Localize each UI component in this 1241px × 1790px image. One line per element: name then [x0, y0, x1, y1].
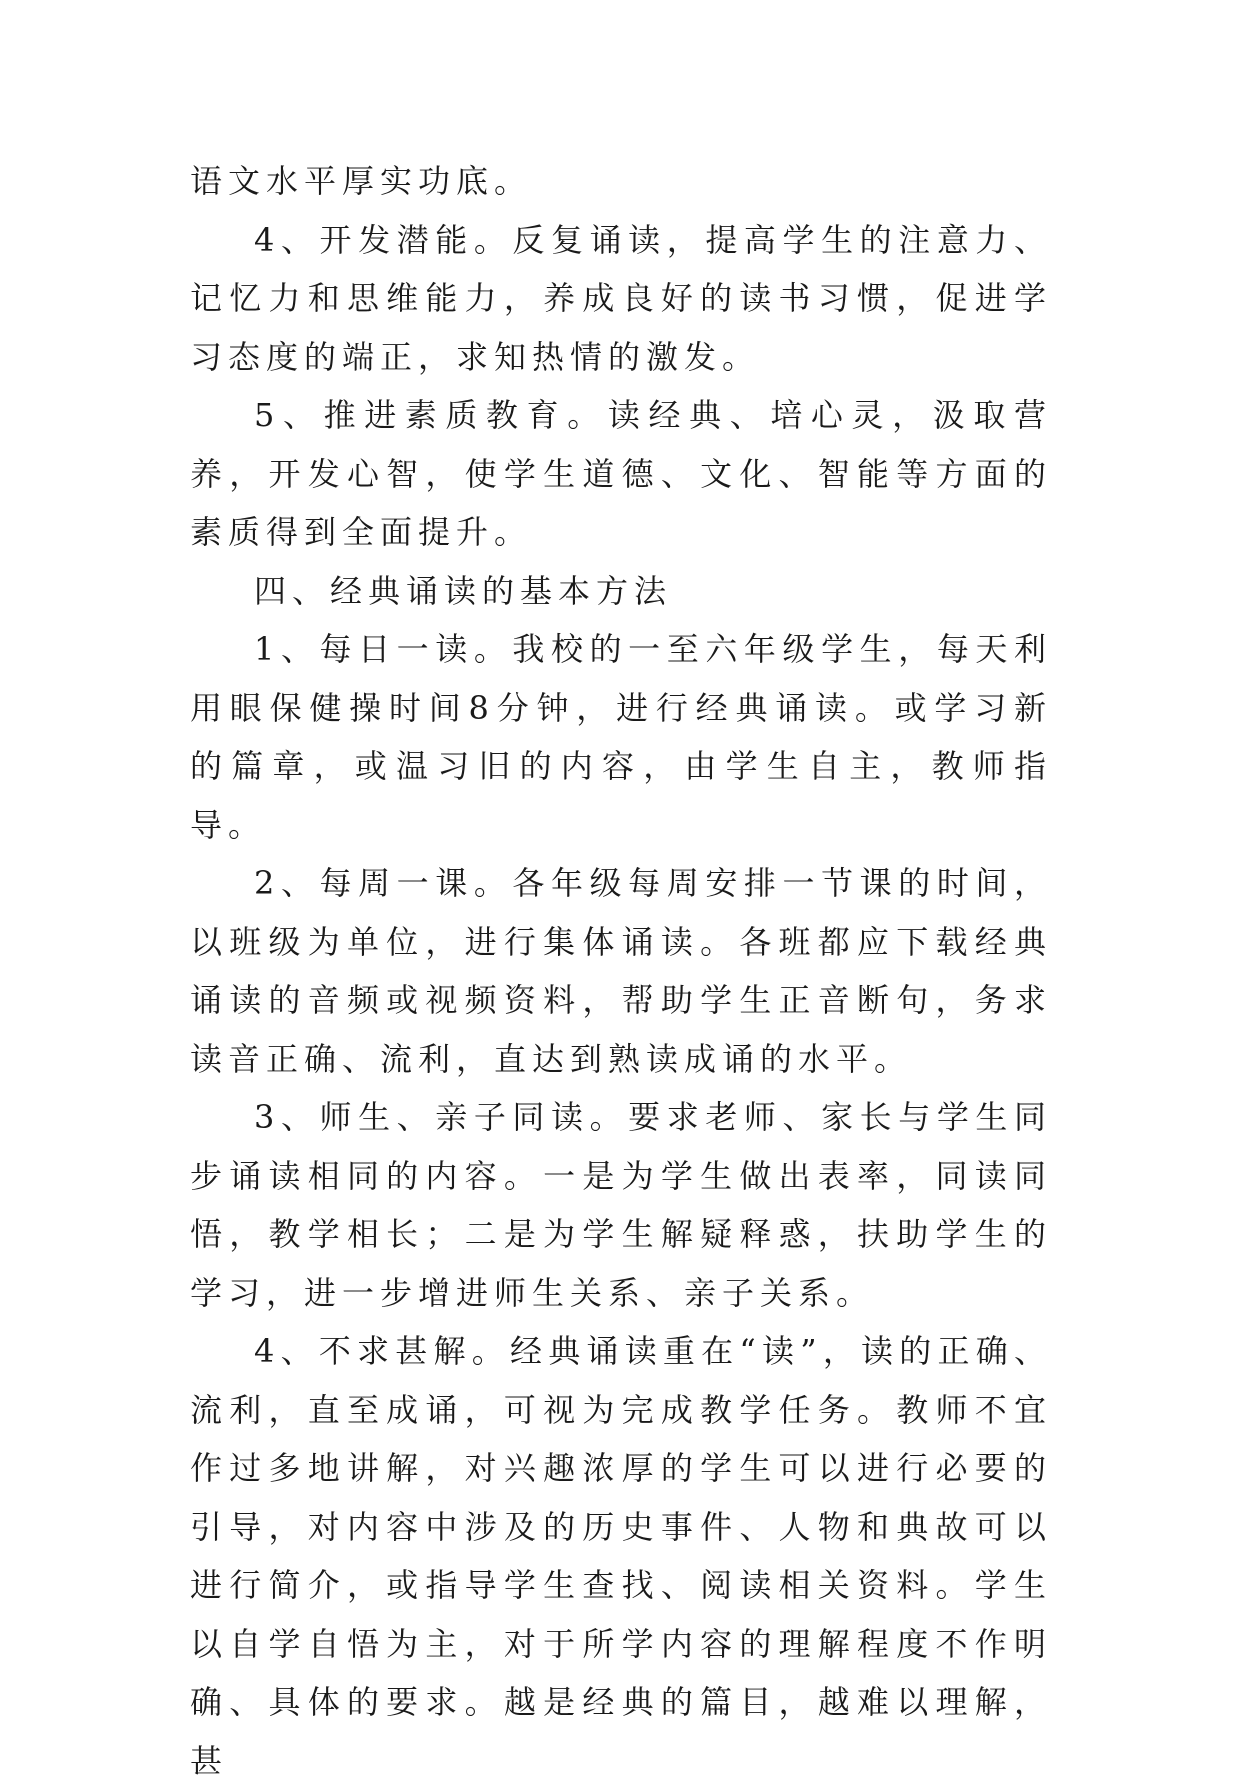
paragraph-no-deep-explanation: 4、不求甚解。经典诵读重在“读”，读的正确、流利，直至成诵，可视为完成教学任务。教师不宜作过多地讲解，对兴趣浓厚的学生可以进行必要的引导，对内容中涉及的历史事件、人物和典故可以进行简介，或指导学生查找、阅读相关资料。学生以自学自悟为主，对于所学内容的理解程度不作明确、具体的要求。越是经典的篇目，越难以理解，甚	[190, 1332, 1052, 1780]
paragraph-develop-potential: 4、开发潜能。反复诵读，提高学生的注意力、记忆力和思维能力，养成良好的读书习惯，促进学习态度的端正，求知热情的激发。	[190, 220, 1052, 376]
paragraph-weekly-lesson: 2、每周一课。各年级每周安排一节课的时间，以班级为单位，进行集体诵读。各班都应下载经典诵读的音频或视频资料，帮助学生正音断句，务求读音正确、流利，直达到熟读成诵的水平。	[190, 864, 1052, 1078]
document-body	[190, 152, 1052, 1790]
paragraph-quality-education: 5、推进素质教育。读经典、培心灵，汲取营养，开发心智，使学生道德、文化、智能等方面的素质得到全面提升。	[190, 396, 1052, 551]
section-heading-basic-methods: 四、经典诵读的基本方法	[254, 571, 673, 610]
paragraph-shared-reading: 3、师生、亲子同读。要求老师、家长与学生同步诵读相同的内容。一是为学生做出表率，同读同悟，教学相长；二是为学生解疑释惑，扶助学生的学习，进一步增进师生关系、亲子关系。	[190, 1098, 1052, 1312]
paragraph-continuation: 语文水平厚实功底。	[190, 162, 533, 200]
paragraph-daily-reading: 1、每日一读。我校的一至六年级学生，每天利用眼保健操时间8分钟，进行经典诵读。或学习新的篇章，或温习旧的内容，由学生自主，教师指导。	[190, 630, 1052, 844]
